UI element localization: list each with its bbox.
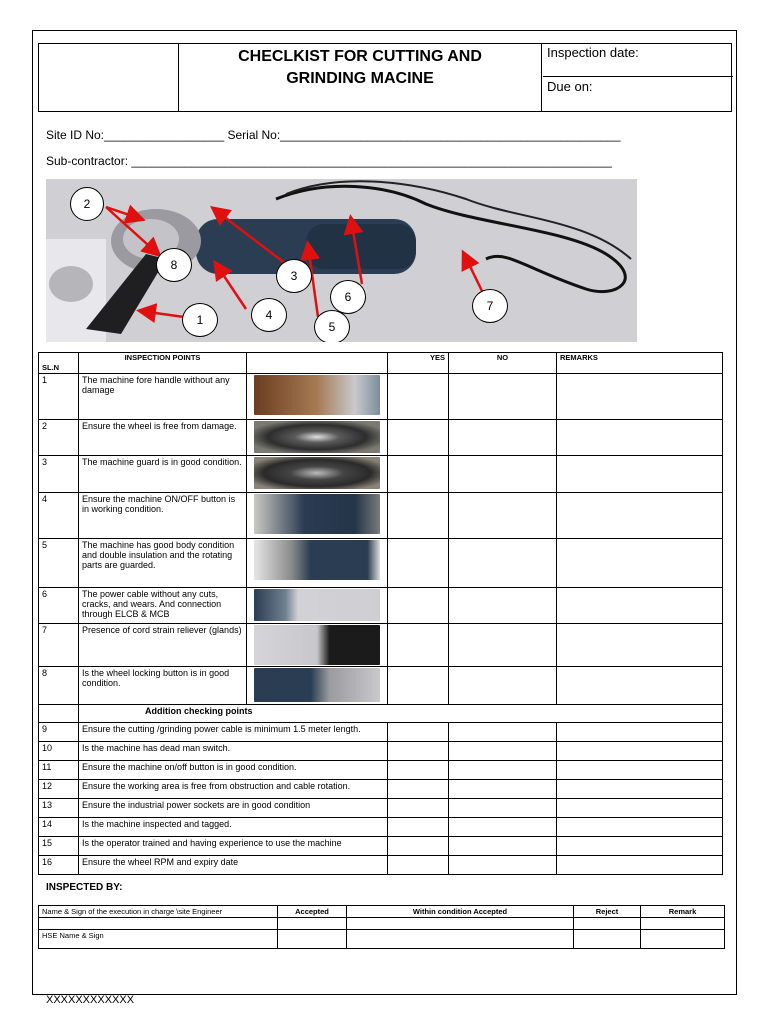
- body-photo: [254, 540, 380, 580]
- table-row: [39, 799, 723, 818]
- inspection-date-label: Inspection date:: [543, 44, 733, 77]
- callout-1: 1: [182, 303, 218, 337]
- table-row: [39, 780, 723, 799]
- yes-cell[interactable]: [388, 856, 449, 875]
- row-point: The machine has good body condition and double insulation and the rotating parts are guarded.: [79, 539, 247, 588]
- due-on-label: Due on:: [547, 79, 593, 94]
- inspection-table: [38, 352, 723, 875]
- remarks-cell[interactable]: [557, 624, 723, 667]
- no-cell[interactable]: [449, 837, 557, 856]
- within-condition-header: Within condition Accepted: [347, 906, 574, 918]
- row-point: The machine fore handle without any damage: [79, 374, 247, 420]
- row-point: Ensure the cutting /grinding power cable is minimum 1.5 meter length.: [79, 723, 388, 742]
- no-cell[interactable]: [449, 799, 557, 818]
- table-row: [39, 761, 723, 780]
- no-cell[interactable]: [449, 723, 557, 742]
- no-cell[interactable]: [449, 493, 557, 539]
- remarks-cell[interactable]: [557, 493, 723, 539]
- row-sl: 7: [39, 624, 79, 667]
- row-sl: 16: [39, 856, 79, 875]
- no-cell[interactable]: [449, 818, 557, 837]
- inspected-by-label: INSPECTED BY:: [46, 882, 123, 893]
- no-cell[interactable]: [449, 667, 557, 705]
- row-thumb: [247, 456, 388, 493]
- within-condition-cell[interactable]: [347, 930, 574, 949]
- guard-photo: [254, 457, 380, 489]
- title-line-1: CHECLKIST FOR CUTTING AND: [238, 48, 482, 65]
- within-condition-cell[interactable]: [347, 918, 574, 930]
- row-thumb: [247, 539, 388, 588]
- remarks-cell[interactable]: [557, 780, 723, 799]
- reject-cell[interactable]: [574, 918, 641, 930]
- row-sl: 2: [39, 420, 79, 456]
- yes-cell[interactable]: [388, 742, 449, 761]
- no-cell[interactable]: [449, 456, 557, 493]
- no-cell[interactable]: [449, 780, 557, 799]
- row-sl: 9: [39, 723, 79, 742]
- remarks-cell[interactable]: [557, 742, 723, 761]
- table-row: [39, 856, 723, 875]
- no-cell[interactable]: [449, 420, 557, 456]
- yes-cell[interactable]: [388, 420, 449, 456]
- date-cell: [543, 44, 733, 111]
- additional-header-row: [39, 705, 723, 723]
- header-box: [38, 43, 732, 112]
- no-cell[interactable]: [449, 856, 557, 875]
- accepted-cell[interactable]: [278, 930, 347, 949]
- row-point: Ensure the working area is free from obstruction and cable rotation.: [79, 780, 388, 799]
- table-row: [39, 374, 723, 420]
- remarks-cell[interactable]: [557, 588, 723, 624]
- sign-row-1: [39, 918, 725, 930]
- wheel-photo: [254, 421, 380, 453]
- no-cell[interactable]: [449, 588, 557, 624]
- site-serial-line: Site ID No:__________________ Serial No:___________________________________________________: [46, 128, 621, 142]
- row-point: Ensure the machine on/off button is in good condition.: [79, 761, 388, 780]
- row-thumb: [247, 493, 388, 539]
- remarks-cell[interactable]: [557, 799, 723, 818]
- row-thumb: [247, 624, 388, 667]
- yes-cell[interactable]: [388, 780, 449, 799]
- table-row: [39, 493, 723, 539]
- row-sl: 12: [39, 780, 79, 799]
- row-point: Is the wheel locking button is in good condition.: [79, 667, 247, 705]
- row-point: Is the machine inspected and tagged.: [79, 818, 388, 837]
- lock-button-photo: [254, 668, 380, 702]
- remark-cell[interactable]: [641, 918, 725, 930]
- remarks-cell[interactable]: [557, 420, 723, 456]
- row-point: Ensure the wheel RPM and expiry date: [79, 856, 388, 875]
- remarks-cell[interactable]: [557, 667, 723, 705]
- row-thumb: [247, 420, 388, 456]
- yes-cell[interactable]: [388, 588, 449, 624]
- row-thumb: [247, 667, 388, 705]
- col-photo: [247, 353, 388, 374]
- yes-cell[interactable]: [388, 539, 449, 588]
- reject-cell[interactable]: [574, 930, 641, 949]
- row-sl: 15: [39, 837, 79, 856]
- table-row: [39, 588, 723, 624]
- switch-photo: [254, 494, 380, 534]
- row-point: Is the operator trained and having experience to use the machine: [79, 837, 388, 856]
- yes-cell[interactable]: [388, 723, 449, 742]
- table-row: [39, 742, 723, 761]
- no-cell[interactable]: [449, 624, 557, 667]
- callout-4: 4: [251, 298, 287, 332]
- row-sl: 4: [39, 493, 79, 539]
- remarks-cell[interactable]: [557, 539, 723, 588]
- no-cell[interactable]: [449, 374, 557, 420]
- row-point: Presence of cord strain reliever (glands): [79, 624, 247, 667]
- no-cell[interactable]: [449, 539, 557, 588]
- col-yes: YES: [388, 353, 449, 374]
- row-sl: 11: [39, 761, 79, 780]
- accepted-header: Accepted: [278, 906, 347, 918]
- subcontractor-line: Sub-contractor: ________________________________________________________________________: [46, 154, 612, 168]
- no-cell[interactable]: [449, 761, 557, 780]
- col-inspection-points: INSPECTION POINTS: [79, 353, 247, 374]
- table-row: [39, 667, 723, 705]
- hse-sign-label: HSE Name & Sign: [39, 930, 278, 949]
- sign-header-row: [39, 906, 725, 918]
- yes-cell[interactable]: [388, 667, 449, 705]
- title-line-2: GRINDING MACINE: [286, 70, 434, 87]
- remarks-cell[interactable]: [557, 837, 723, 856]
- title-cell: [179, 44, 542, 111]
- signature-table: [38, 905, 725, 949]
- yes-cell[interactable]: [388, 456, 449, 493]
- remarks-cell[interactable]: [557, 723, 723, 742]
- yes-cell[interactable]: [388, 374, 449, 420]
- row-point: Ensure the wheel is free from damage.: [79, 420, 247, 456]
- row-point: The machine guard is in good condition.: [79, 456, 247, 493]
- col-no: NO: [449, 353, 557, 374]
- callout-7: 7: [472, 289, 508, 323]
- row-point: Ensure the machine ON/OFF button is in working condition.: [79, 493, 247, 539]
- yes-cell[interactable]: [388, 493, 449, 539]
- cable-photo: [254, 589, 380, 621]
- row-point: The power cable without any cuts, cracks, and wears. And connection through ELCB & MCB: [79, 588, 247, 624]
- logo-cell: [39, 44, 179, 111]
- reject-header: Reject: [574, 906, 641, 918]
- sign-row-2: [39, 930, 725, 949]
- additional-title: Addition checking points: [79, 705, 723, 723]
- table-header-row: [39, 353, 723, 374]
- row-point: Is the machine has dead man switch.: [79, 742, 388, 761]
- table-row: [39, 456, 723, 493]
- callout-3: 3: [276, 259, 312, 293]
- row-sl: 3: [39, 456, 79, 493]
- gland-photo: [254, 625, 380, 665]
- remarks-cell[interactable]: [557, 456, 723, 493]
- no-cell[interactable]: [449, 742, 557, 761]
- remarks-cell[interactable]: [557, 374, 723, 420]
- remark-cell[interactable]: [641, 930, 725, 949]
- row-sl: 13: [39, 799, 79, 818]
- callout-6: 6: [330, 280, 366, 314]
- engineer-sign-label: Name & Sign of the execution in charge \site Engineer: [39, 906, 278, 918]
- row-thumb: [247, 374, 388, 420]
- row-sl: 1: [39, 374, 79, 420]
- remarks-cell[interactable]: [557, 818, 723, 837]
- footer-code: XXXXXXXXXXXX: [46, 994, 135, 1006]
- table-row: [39, 837, 723, 856]
- remarks-cell[interactable]: [557, 761, 723, 780]
- yes-cell[interactable]: [388, 624, 449, 667]
- table-row: [39, 723, 723, 742]
- row-sl: 6: [39, 588, 79, 624]
- row-thumb: [247, 588, 388, 624]
- table-row: [39, 539, 723, 588]
- table-row: [39, 624, 723, 667]
- col-slno: SL.N: [39, 353, 79, 374]
- grinder-photo: [46, 179, 637, 342]
- row-point: Ensure the industrial power sockets are in good condition: [79, 799, 388, 818]
- row-sl: 10: [39, 742, 79, 761]
- callout-8: 8: [156, 248, 192, 282]
- remark-header: Remark: [641, 906, 725, 918]
- row-sl: 14: [39, 818, 79, 837]
- row-sl: 5: [39, 539, 79, 588]
- yes-cell[interactable]: [388, 837, 449, 856]
- yes-cell[interactable]: [388, 761, 449, 780]
- accepted-cell[interactable]: [278, 918, 347, 930]
- yes-cell[interactable]: [388, 799, 449, 818]
- handle-photo: [254, 375, 380, 415]
- row-sl: 8: [39, 667, 79, 705]
- callout-2: 2: [70, 187, 104, 221]
- table-row: [39, 420, 723, 456]
- col-remarks: REMARKS: [557, 353, 723, 374]
- table-row: [39, 818, 723, 837]
- callout-5: 5: [314, 310, 350, 342]
- remarks-cell[interactable]: [557, 856, 723, 875]
- yes-cell[interactable]: [388, 818, 449, 837]
